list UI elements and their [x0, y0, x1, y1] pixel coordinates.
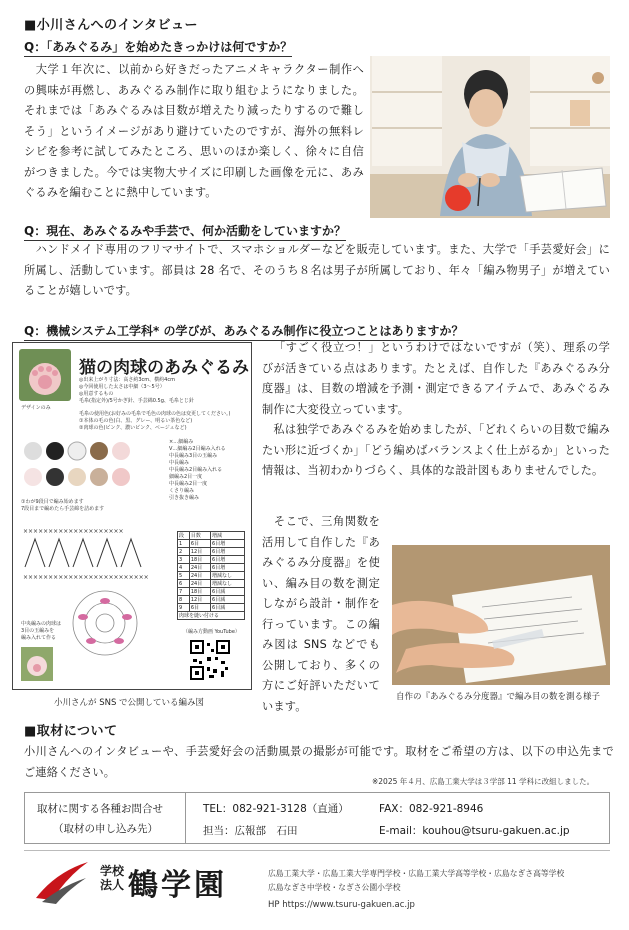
finished-paw-photo — [21, 647, 53, 681]
paw-amigurumi-icon — [19, 349, 71, 401]
homepage-link[interactable]: HP https://www.tsuru-gakuen.ac.jp — [268, 900, 415, 910]
table-cell: 6 — [178, 580, 190, 588]
protractor-measuring-illustration — [392, 545, 610, 685]
table-cell: 12目 — [189, 548, 210, 556]
pattern-note: ②肉球の色(ピンク、濃いピンク、ベージュなど) — [79, 425, 187, 431]
contact-fax: FAX：082-921-8946 — [379, 803, 484, 815]
footer-divider — [24, 850, 610, 851]
table-cell: 6目増 — [211, 564, 245, 572]
student-knitting-illustration — [370, 56, 610, 218]
answer-1: 大学１年次に、以前から好きだったアニメキャラクター制作への興味が再燃し、あみぐるみ制作に取り組むようになりました。それまでは「あみぐるみは目数が増えたり減ったりするので難しそう」というイメージがあり避けていたのですが、海外の無料レシピを参考に試してみたところ、思いのほか楽しく、徐々に自信がつきました。今では実物大サイズに印刷した画像を元に、あみぐるみを編むことに熱中しています。 — [24, 63, 364, 199]
section-title-coverage: ■取材について — [24, 724, 118, 739]
pattern-title: 猫の肉球のあみぐるみ — [79, 358, 249, 378]
pattern-note: ①本体の毛の色(白、黒、グレー、明るい茶色など) — [79, 418, 193, 424]
table-cell: 18目 — [189, 556, 210, 564]
table-cell: 6目 — [189, 604, 210, 612]
pattern-caption: 小川さんが SNS で公開している編み図 — [54, 698, 205, 708]
svg-text:××××××××××××××××××××: ×××××××××××××××××××× — [23, 528, 124, 535]
table-cell: 18目 — [189, 588, 210, 596]
legend-item: 細編み2目一度 — [169, 474, 203, 480]
photo2-caption: 自作の『あみぐるみ分度器』で編み目の数を測る様子 — [396, 692, 601, 702]
table-cell: 6目増 — [211, 548, 245, 556]
legend-item: 中長編み3目の玉編み — [169, 453, 218, 459]
yarn-paw-samples-icon — [19, 435, 169, 495]
paw-amigurumi-icon — [21, 647, 53, 681]
coverage-body: 小川さんへのインタビューや、手芸愛好会の活動風景の撮影が可能です。取材をご希望の方は、以下の申込先までご連絡ください。 — [24, 745, 614, 779]
legend-item: V…細編み2目編み入れる — [169, 446, 226, 452]
bottom-note: 編み入れて作る — [21, 635, 57, 641]
schools-line-2: 広島なぎさ中学校・なぎさ公園小学校 — [268, 883, 401, 892]
bottom-note: 3目の玉編みを — [21, 628, 55, 634]
table-cell: 8 — [178, 596, 190, 604]
contact-sublabel: （取材の申し込み先） — [53, 823, 158, 835]
table-head: 段 — [178, 532, 190, 540]
table-note: 肉球を縫い付ける — [178, 612, 245, 620]
question-3: Q：機械システム工学科* の学びが、あみぐるみ制作に役立つことはありますか？ — [24, 322, 463, 341]
table-cell: 3 — [178, 556, 190, 564]
question-1: Q：「あみぐるみ」を始めたきっかけは何ですか？ — [24, 38, 292, 57]
table-cell: 1 — [178, 540, 190, 548]
question-2: Q：現在、あみぐるみや手芸で、何か活動をしていますか？ — [24, 222, 346, 241]
protractor-measuring-photo — [392, 545, 610, 685]
answer-2: ハンドメイド専用のフリマサイトで、スマホショルダーなどを販売しています。また、大学で「手芸愛好会」に所属し、活動しています。部員は 28 名で、そのうち８名は男子が所属しており、年々「編み物男子」が増えていることが嬉しいです。 — [24, 243, 610, 297]
crochet-row-chart — [21, 519, 173, 583]
table-cell: 7 — [178, 588, 190, 596]
qr-code-icon[interactable] — [189, 639, 231, 681]
tsuru-gakuen-name: 鶴学園 — [128, 868, 227, 903]
legend-item: 中長編み2目一度 — [169, 481, 208, 487]
contact-tel: TEL：082-921-3128（直通） — [203, 803, 349, 815]
student-knitting-photo — [370, 56, 610, 218]
table-cell: 4 — [178, 564, 190, 572]
pattern-spec: ◎今回使用した太さは中細（3～5号） — [79, 384, 165, 390]
legend-item: 中長編み2目編み入れる — [169, 467, 223, 473]
design-label: デザインのみ — [21, 405, 51, 411]
step-note: ①わが9段目で編み始めます — [21, 499, 84, 505]
reorganization-note: ※2025 年４月、広島工業大学は３学部 11 学科に改組しました。 — [372, 777, 595, 786]
circular-crochet-chart — [53, 587, 157, 657]
answer-3-paragraph-3-text: そこで、三角関数を活用して自作した『あみぐるみ分度器』を使い、編み目の数を測定しながら設計・制作を行っています。この編み図は SNS などでも公開しており、多くの方にご好評いただいています。 — [262, 515, 380, 713]
tsuru-gakuen-logo-icon — [34, 858, 90, 904]
legend-item: くさり編み — [169, 488, 195, 494]
table-cell: 6目 — [189, 540, 210, 548]
legend-item: ×…細編み — [169, 439, 194, 445]
table-cell: 9 — [178, 604, 190, 612]
table-cell: 24目 — [189, 580, 210, 588]
table-cell: 2 — [178, 548, 190, 556]
svg-text:×××××××××××××××××××××××××: ××××××××××××××××××××××××× — [23, 574, 149, 581]
table-cell: 5 — [178, 572, 190, 580]
schools-line-1: 広島工業大学・広島工業大学専門学校・広島工業大学高等学校・広島なぎさ高等学校 — [268, 869, 565, 878]
step-note: 7段目まで編めたら手芸綿を詰めます — [21, 506, 105, 512]
legend-item: 中長編み — [169, 460, 190, 466]
contact-email-link[interactable]: E-mail：kouhou@tsuru-gakuen.ac.jp — [379, 825, 570, 837]
table-cell: 24目 — [189, 572, 210, 580]
table-cell: 6目増 — [211, 556, 245, 564]
corp-label-line1: 学校 — [100, 864, 125, 878]
contact-label-cell — [25, 793, 186, 843]
corp-label-line2: 法人 — [100, 878, 125, 892]
contact-box — [24, 792, 610, 844]
contact-label: 取材に関する各種お問合せ — [37, 803, 163, 815]
amigurumi-pattern-figure — [12, 342, 252, 690]
paw-photo — [19, 349, 71, 401]
table-head: 増減 — [211, 532, 245, 540]
table-cell: 6目減 — [211, 596, 245, 604]
table-cell: 12目 — [189, 596, 210, 604]
table-cell: 増減なし — [211, 572, 245, 580]
pattern-spec: 毛糸(指定外)/5号かぎ針、手芸綿0.5g、毛糸とじ針 — [79, 398, 194, 404]
table-head: 目数 — [189, 532, 210, 540]
contact-person: 担当：広報部 石田 — [203, 825, 298, 837]
corp-label — [100, 864, 124, 892]
pattern-spec: ◎出来上がり寸法：高さ約3cm、横約4cm — [79, 377, 175, 383]
pattern-note: 毛糸の使用色(お好みの毛糸で毛色の肉球の色は変更してください。) — [79, 411, 231, 417]
pattern-spec: ◎用意するもの — [79, 391, 114, 397]
answer-3-paragraph-1: 「すごく役立つ！」というわけではないですが（笑）、理系の学びが活きている点はあります。たとえば、自作した『あみぐるみ分度器』は、目数の増減を予測・測定できるアイテムで、あみぐるみ制作に大変役立っています。 — [262, 341, 610, 416]
answer-3-paragraph-2: 私は独学であみぐるみを始めましたが、「どれくらいの目数で編みたい形に近づくか」「どう編めばバランスよく仕上がるか」といった情報は、当初わかりづらく、具体的な設計図もありませんでした。 — [262, 423, 610, 477]
table-cell: 6目増 — [211, 540, 245, 548]
legend-item: 引き抜き編み — [169, 495, 200, 501]
table-cell: 増減なし — [211, 580, 245, 588]
row-count-table — [177, 531, 245, 620]
table-cell: 24目 — [189, 564, 210, 572]
bottom-note: 中央編みの肉球は — [21, 621, 62, 627]
section-title-interview: ■小川さんへのインタビュー — [24, 18, 199, 33]
table-cell: 6目減 — [211, 604, 245, 612]
qr-label: （編み方動画 YouTube） — [183, 629, 240, 635]
table-cell: 6目減 — [211, 588, 245, 596]
